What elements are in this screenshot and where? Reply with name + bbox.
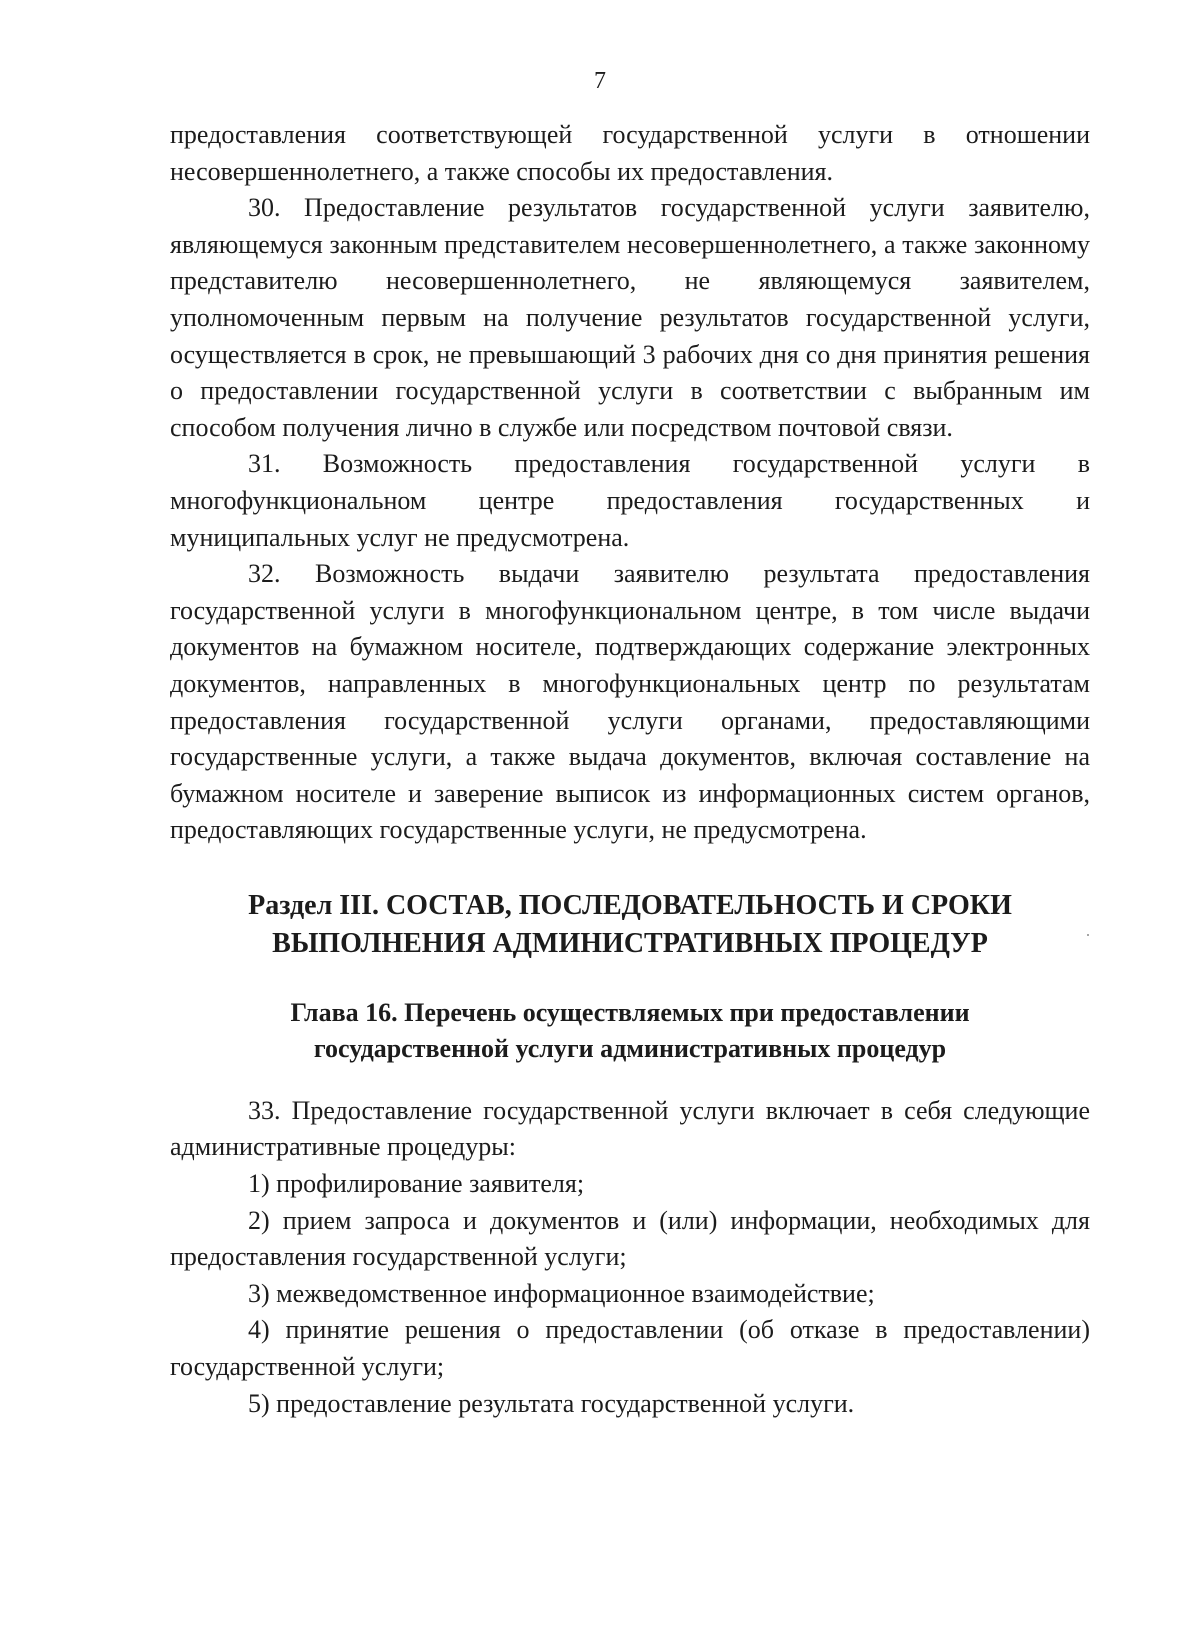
chapter-heading bbox=[170, 995, 1090, 1067]
chapter-heading-line-1: Глава 16. Перечень осуществляемых при предоставлении bbox=[290, 997, 970, 1027]
section-heading-line-1: Раздел III. СОСТАВ, ПОСЛЕДОВАТЕЛЬНОСТЬ И СРОКИ bbox=[248, 889, 1012, 921]
section-heading-line-2: ВЫПОЛНЕНИЯ АДМИНИСТРАТИВНЫХ ПРОЦЕДУР bbox=[272, 927, 988, 959]
list-item-1: 1) профилирование заявителя; bbox=[248, 1169, 585, 1199]
paragraph-32: 32. Возможность выдачи заявителю результата предоставления государственной услуги в многофункциональном центре, в том числе выдачи документов на бумажном носителе, подтверждающих содержание электронных документов, направленных в многофункциональных центр по результатам предоставления государственной услуги органами, предоставляющими государственные услуги, а также выдача документов, включая составление на бумажном носителе и заверение выписок из информационных систем органов, предоставляющих государственные услуги, не предусмотрена. bbox=[170, 559, 1090, 845]
list-item-4: 4) принятие решения о предоставлении (об отказе в предоставлении) государственной услуги; bbox=[170, 1315, 1090, 1382]
list-item-5: 5) предоставление результата государственной услуги. bbox=[248, 1388, 855, 1418]
page-number: 7 bbox=[594, 68, 606, 94]
chapter-heading-line-2: государственной услуги административных процедур bbox=[313, 1033, 947, 1063]
section-heading bbox=[170, 887, 1090, 963]
scan-speck bbox=[1087, 934, 1089, 936]
paragraph-31: 31. Возможность предоставления государственной услуги в многофункциональном центре предоставления государственных и муниципальных услуг не предусмотрена. bbox=[170, 449, 1090, 552]
list-item-2: 2) прием запроса и документов и (или) информации, необходимых для предоставления государственной услуги; bbox=[170, 1205, 1090, 1272]
document-body bbox=[170, 117, 1090, 1422]
paragraph-33: 33. Предоставление государственной услуги включает в себя следующие административные процедуры: bbox=[170, 1095, 1090, 1162]
paragraph-30: 30. Предоставление результатов государственной услуги заявителю, являющемуся законным представителем несовершеннолетнего, а также законному представителю несовершеннолетнего, не являющемуся заявителем, уполномоченным первым на получение результатов государственной услуги, осуществляется в срок, не превышающий 3 рабочих дня со дня принятия решения о предоставлении государственной услуги в соответствии с выбранным им способом получения лично в службе или посредством почтовой связи. bbox=[170, 193, 1090, 442]
list-item-3: 3) межведомственное информационное взаимодействие; bbox=[248, 1278, 875, 1308]
paragraph-continuation: предоставления соответствующей государственной услуги в отношении несовершеннолетнего, а также способы их предоставления. bbox=[170, 120, 1090, 186]
